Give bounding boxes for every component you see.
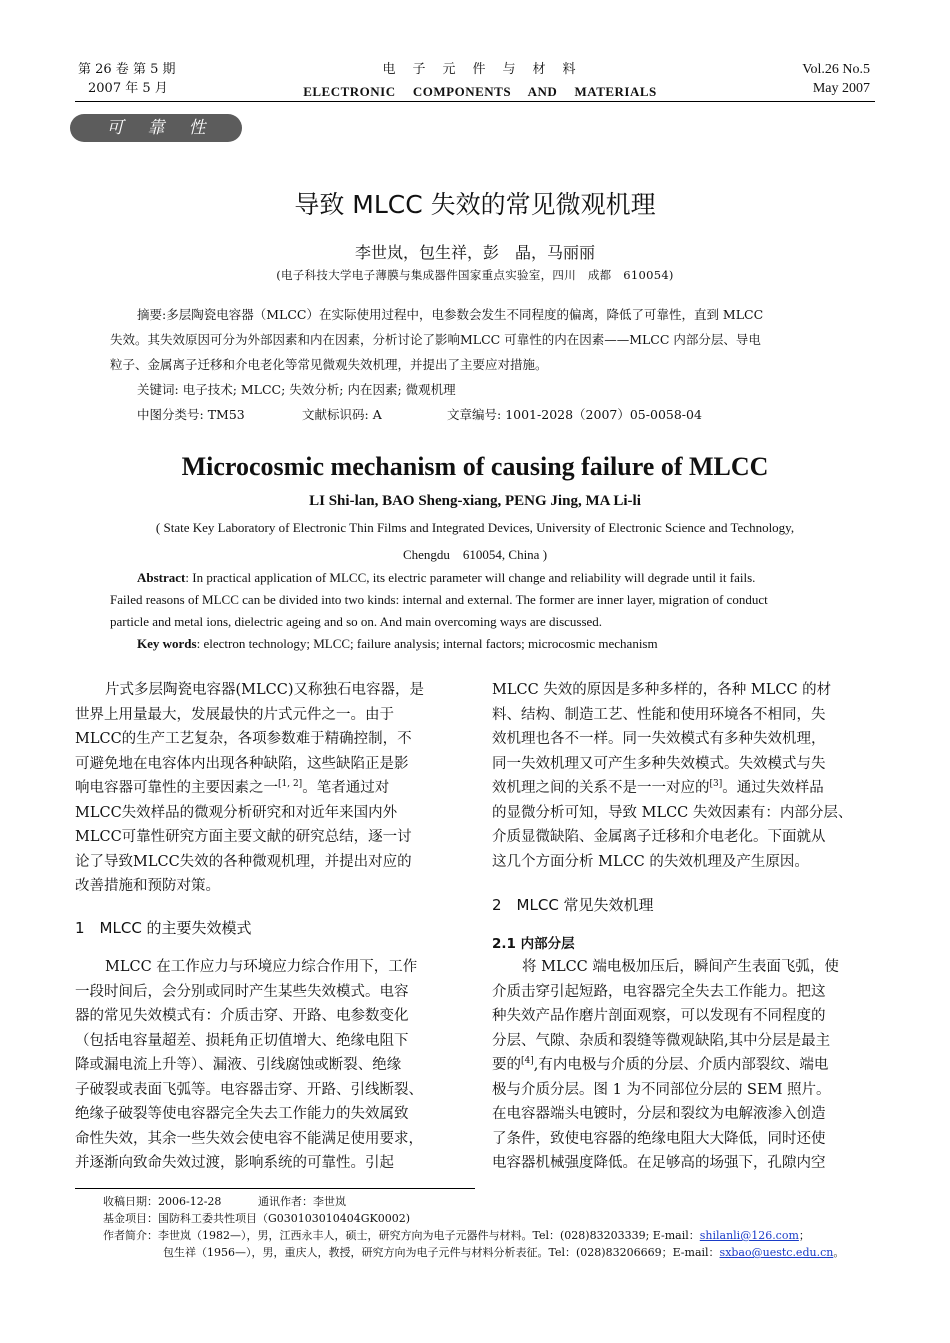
header-date-en: May 2007 — [812, 81, 870, 96]
header-date-cn: 2007 年 5 月 — [88, 81, 168, 96]
title-en: Microcosmic mechanism of causing failure of MLCC — [181, 452, 769, 481]
authors-cn: 李世岚，包生祥，彭 晶，马丽丽 — [354, 243, 595, 262]
email-link-2[interactable]: sxbao@uestc.edu.cn — [719, 1246, 834, 1259]
received-date: 收稿日期：2006-12-28 — [103, 1195, 222, 1208]
fund-project: 基金项目：国防科工委共性项目（G030103010404GK0002) — [103, 1212, 411, 1225]
left-sec1-line: 降或漏电流上升等）、漏液、引线腐蚀或断裂、绝缘 — [75, 1057, 402, 1073]
subsection-2-1-heading: 2.1 内部分层 — [492, 936, 575, 952]
left-intro-line: MLCC的生产工艺复杂，各项参数难于精确控制，不 — [75, 731, 412, 747]
abstract-en-line-3: particle and metal ions, dielectric ageing and so on. And main overcoming ways are discussed. — [110, 614, 603, 629]
corresponding-author: 通讯作者：李世岚 — [258, 1195, 346, 1208]
header-rule — [75, 101, 875, 102]
citation: [1, 2] — [278, 779, 303, 790]
left-sec1-line: 并逐渐向致命失效过渡，影响系统的可靠性。引起 — [75, 1155, 394, 1171]
right-para2-line: 将 MLCC 端电极加压后，瞬间产生表面飞弧，使 — [522, 959, 839, 975]
section-1-heading: 1 MLCC 的主要失效模式 — [75, 919, 252, 937]
right-para1-line: 这几个方面分析 MLCC 的失效机理及产生原因。 — [492, 854, 809, 870]
header-journal-en: ELECTRONIC COMPONENTS AND MATERIALS — [303, 84, 657, 99]
abstract-en-line-1: Abstract: In practical application of MLCC, its electric parameter will change and reliability will degrade until it fails. — [137, 570, 756, 585]
affiliation-en-line-1: ( State Key Laboratory of Electronic Thin Films and Integrated Devices, University of Electronic Science and Technology, — [155, 520, 795, 535]
clc-number: 中图分类号: TM53 — [137, 407, 245, 422]
keywords-cn: 关键词: 电子技术; MLCC; 失效分析; 内在因素; 微观机理 — [137, 382, 456, 397]
abstract-cn-line-2: 失效。其失效原因可分为外部因素和内在因素，分析讨论了影响MLCC 可靠性的内在因素——MLCC 内部分层、导电 — [110, 332, 761, 347]
right-para1-line: 效机理之间的关系不是一一对应的[3]。通过失效样品 — [492, 779, 824, 796]
email-link-1[interactable]: shilanli@126.com — [699, 1229, 799, 1242]
authors-en: LI Shi-lan, BAO Sheng-xiang, PENG Jing, MA Li-li — [309, 493, 641, 509]
title-cn: 导致 MLCC 失效的常见微观机理 — [294, 190, 656, 219]
left-sec1-line: 绝缘子破裂等使电容器完全失去工作能力的失效属致 — [75, 1106, 409, 1122]
right-para2-line: 介质击穿引起短路，电容器完全失去工作能力。把这 — [492, 984, 826, 1000]
right-para2-line: 种失效产品作磨片剖面观察，可以发现有不同程度的 — [492, 1008, 826, 1024]
abstract-en-line-2: Failed reasons of MLCC can be divided into two kinds: internal and external. The former are inner layer, migration of conduct — [110, 592, 768, 607]
left-sec1-line: （包括电容量超差、损耗角正切值增大、绝缘电阻下 — [75, 1033, 409, 1049]
right-para2-line: 分层、气隙、杂质和裂缝等微观缺陷,其中分层是最主 — [492, 1033, 831, 1049]
left-intro-line: 片式多层陶瓷电容器(MLCC)又称独石电容器，是 — [105, 682, 424, 698]
right-para2-line: 要的[4],有内电极与介质的分层、介质内部裂纹、端电 — [492, 1056, 829, 1073]
left-sec1-line: 命性失效，其余一些失效会使电容不能满足使用要求， — [75, 1131, 423, 1147]
right-para1-line: 的显微分析可知，导致 MLCC 失效因素有：内部分层、 — [492, 805, 853, 821]
left-intro-line: 改善措施和预防对策。 — [75, 878, 220, 894]
left-sec1-line: 子破裂或表面飞弧等。电容器击穿、开路、引线断裂、 — [75, 1082, 423, 1098]
left-intro-line: 世界上用量最大，发展最快的片式元件之一。由于 — [75, 707, 394, 723]
left-intro-line: 响电容器可靠性的主要因素之一[1, 2]。笔者通过对 — [75, 779, 390, 796]
left-sec1-line: 器的常见失效模式有：介质击穿、开路、电参数变化 — [75, 1008, 409, 1024]
right-para1-line: 同一失效机理又可产生多种失效模式。失效模式与失 — [492, 756, 826, 772]
abstract-en-label: Abstract — [137, 570, 186, 585]
abstract-cn-line-1: 摘要:多层陶瓷电容器（MLCC）在实际使用过程中，电参数会发生不同程度的偏离，降低了可靠性，直到 MLCC — [137, 307, 764, 322]
citation: [3] — [709, 779, 723, 790]
affiliation-cn: (电子科技大学电子薄膜与集成器件国家重点实验室，四川 成都 610054) — [276, 268, 674, 282]
affiliation-en-line-2: Chengdu 610054, China ) — [402, 547, 548, 562]
section-tag: 可靠性 — [70, 114, 242, 142]
right-para2-line: 电容器机械强度降低。在足够高的场强下，孔隙内空 — [492, 1155, 826, 1171]
header-volume-en: Vol.26 No.5 — [802, 62, 870, 77]
left-intro-line: MLCC失效样品的微观分析研究和对近年来国内外 — [75, 805, 398, 821]
header-journal-cn: 电 子 元 件 与 材 料 — [382, 62, 578, 77]
right-para2-line: 了条件，致使电容器的绝缘电阻大大降低，同时还使 — [492, 1131, 826, 1147]
citation: [4] — [521, 1056, 534, 1067]
left-sec1-line: 一段时间后，会分别或同时产生某些失效模式。电容 — [75, 984, 409, 1000]
right-para1-line: 料、结构、制造工艺、性能和使用环境各不相同，失 — [492, 707, 826, 723]
right-para1-line: 介质显微缺陷、金属离子迁移和介电老化。下面就从 — [492, 829, 826, 845]
abstract-cn-label: 摘要 — [137, 307, 163, 322]
left-intro-line: MLCC可靠性研究方面主要文献的研究总结，逐一讨 — [75, 829, 412, 845]
author-bio-2: 包生祥（1956—），男，重庆人，教授，研究方向为电子元件与材料分析表征。Tel：(028)83206669；E-mail：sxbao@uestc.edu.cn。 — [163, 1246, 845, 1259]
abstract-cn-line-3: 粒子、金属离子迁移和介电老化等常见微观失效机理，并提出了主要应对措施。 — [110, 357, 548, 372]
left-sec1-line: MLCC 在工作应力与环境应力综合作用下，工作 — [105, 959, 418, 975]
section-2-heading: 2 MLCC 常见失效机理 — [492, 896, 654, 914]
author-bio-1: 作者简介：李世岚（1982—），男，江西永丰人，硕士，研究方向为电子元器件与材料。Tel：(028)83203339; E-mail：shilanli@126.com； — [103, 1229, 810, 1242]
right-para2-line: 极与介质分层。图 1 为不同部位分层的 SEM 照片。 — [492, 1082, 831, 1098]
left-intro-line: 可避免地在电容体内出现各种缺陷，这些缺陷正是影 — [75, 756, 409, 772]
left-intro-line: 论了导致MLCC失效的各种微观机理，并提出对应的 — [75, 854, 412, 870]
right-para1-line: MLCC 失效的原因是多种多样的，各种 MLCC 的材 — [492, 682, 832, 698]
doc-code: 文献标识码: A — [302, 407, 382, 422]
keywords-en: Key words: electron technology; MLCC; failure analysis; internal factors; microcosmic mechanism — [137, 636, 658, 651]
article-number: 文章编号: 1001-2028（2007）05-0058-04 — [447, 407, 702, 422]
right-para2-line: 在电容器端头电镀时，分层和裂纹为电解液渗入创造 — [492, 1106, 826, 1122]
header-volume-cn: 第 26 卷 第 5 期 — [78, 62, 176, 77]
right-para1-line: 效机理也各不一样。同一失效模式有多种失效机理， — [492, 731, 826, 747]
footnote-rule — [75, 1188, 475, 1189]
